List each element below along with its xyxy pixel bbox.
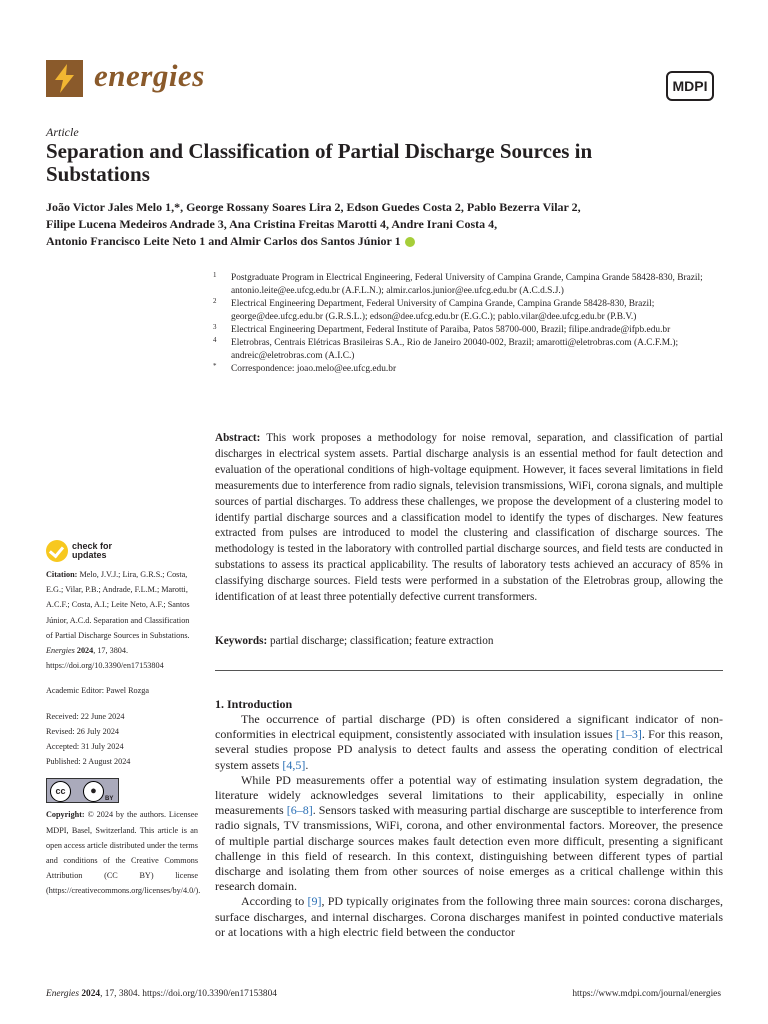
- accepted-date: Accepted: 31 July 2024: [46, 742, 124, 752]
- footer-journal: Energies: [46, 989, 79, 999]
- received-date: Received: 22 June 2024: [46, 711, 125, 721]
- section-heading: 1. Introduction: [215, 697, 293, 711]
- abstract: [215, 431, 723, 606]
- authors-text[interactable]: Filipe Lucena Medeiros Andrade 3, Ana Cristina Freitas Marotti 4, Andre Irani Costa 4,: [46, 217, 498, 231]
- paragraph: [215, 773, 723, 895]
- article-title: Separation and Classification of Partial Discharge Sources in Substations: [46, 139, 593, 186]
- author-line: [46, 199, 726, 216]
- paragraph: [215, 712, 723, 773]
- citation-label: Citation:: [46, 570, 78, 579]
- affiliation-item: [213, 324, 723, 337]
- affiliation-text: Electrical Engineering Department, Federal Institute of Paraiba, Patos 58700-000, Brazil; filipe.andrade@ifpb.edu.br: [231, 325, 671, 335]
- paragraph-text: .: [305, 757, 309, 772]
- by-person-icon: ●: [83, 781, 104, 802]
- author-line: [46, 233, 726, 250]
- footer-doi[interactable]: , 17, 3804. https://doi.org/10.3390/en17153804: [100, 989, 277, 999]
- citation-link[interactable]: [9]: [307, 894, 322, 909]
- affiliation-text: Electrical Engineering Department, Federal University of Campina Grande, Campina Grande 58428-830, Brazil; george@dee.ufcg.edu.br (G.R.S.L.); edson@dee.ufcg.edu.br (E.G.C.); pablo.vilar@dee.ufcg.edu.br (P.B.V.): [231, 299, 655, 322]
- affiliation-mark: 2: [213, 297, 217, 305]
- citation: [46, 567, 198, 673]
- authors-text[interactable]: João Victor Jales Melo 1,*, George Rossany Soares Lira 2, Edson Guedes Costa 2, Pablo Bezerra Vilar 2,: [46, 200, 581, 214]
- affiliation-text: Eletrobras, Centrais Elétricas Brasileiras S.A., Rio de Janeiro 20040-002, Brazil; amarotti@eletrobras.com (A.C.F.M.); andreic@eletrobras.com (A.I.C.): [231, 338, 679, 361]
- paragraph-text: While PD measurements offer a potential way of estimating insulation system degradation, the literature widely acknowledges several limitations to their applicability, especially in online measurements: [215, 772, 723, 818]
- check-label: updates: [72, 550, 107, 560]
- abstract-label: Abstract:: [215, 432, 261, 444]
- paragraph-text: According to: [241, 894, 308, 909]
- affiliation-mark: 4: [213, 336, 217, 344]
- affiliation-item: [213, 298, 723, 324]
- paragraph-text: The occurrence of partial discharge (PD) is often considered a significant indicator of non-conformities in electrical equipment, consistently associated with insulation issues: [215, 712, 723, 742]
- citation-year: 2024: [76, 646, 94, 656]
- correspondence-text: Correspondence: joao.melo@ee.ufcg.edu.br: [231, 364, 397, 374]
- checkmark-icon: [46, 540, 68, 562]
- affiliation-item: [213, 337, 723, 363]
- revised-date: Revised: 26 July 2024: [46, 726, 120, 736]
- by-label: BY: [105, 796, 114, 803]
- paragraph-text: , PD typically originates from the following three main sources: corona discharges, surface discharges, and internal discharges. Corona discharges manifest in pointed conductive materials or at locations with a high electric field between the conductor: [215, 894, 723, 939]
- citation-link[interactable]: [6–8]: [286, 803, 313, 818]
- affiliations: [213, 272, 723, 376]
- footer-citation: [46, 989, 277, 999]
- check-for-updates-button[interactable]: [46, 540, 198, 562]
- affiliation-mark: 3: [213, 323, 217, 331]
- paragraph-text: . Sensors tasked with measuring partial discharge are susceptible to interference from radio signals, TV transmissions, WiFi, corona, and other environmental factors. Moreover, the presence of multiple partial discharge sources makes fault detection even more difficult, presenting a significant challenge in this field of research. In this context, distinguishing between different types of partial discharge and isolating them from other sources of noise emerges as a critical challenge within this research domain.: [215, 803, 723, 894]
- citation-link[interactable]: [4,5]: [282, 757, 306, 772]
- publisher-logo[interactable]: MDPI: [666, 71, 714, 101]
- citation-journal: Energies: [46, 646, 75, 656]
- author-line: [46, 216, 726, 233]
- paragraph: [215, 894, 723, 940]
- abstract-text: This work proposes a methodology for noise removal, separation, and classification of partial discharges in electrical system assets. Partial discharge analysis is an essential method for fault detection and evaluation of the operational conditions of high-voltage equipment. However, it faces several limitations in field measurements due to interference from radio signals, television transmissions, WiFi, corona signals, and multiple sources of partial discharges. To address these challenges, we propose the development of a clustering model to identify partial discharge sources and a classification model to identify the types of discharges. New features extracted from pulses are introduced to model the clustering and classification of discharge sources. The methodology is tested in the laboratory with controlled partial discharge sources, and field tests are conducted in substations to assess its practical applicability. The results of laboratory tests achieved an accuracy of 85% in classifying discharge sources. Field tests were performed in a substation of the Eletrobras group, allowing the identification of at least three potentially defective current transformers.: [215, 432, 723, 604]
- keywords-label: Keywords:: [215, 635, 268, 647]
- copyright-label: Copyright:: [46, 810, 85, 820]
- affiliation-mark: 1: [213, 271, 217, 279]
- journal-logo-icon: [46, 60, 83, 97]
- affiliation-mark: *: [213, 362, 217, 370]
- introduction-body: [215, 712, 723, 940]
- paragraph-text: . For this reason, several studies propose PD analysis to detect faults and assess the operating condition of electrical system assets: [215, 727, 724, 772]
- copyright: [46, 807, 201, 898]
- authors-text[interactable]: Antonio Francisco Leite Neto 1 and Almir Carlos dos Santos Júnior 1: [46, 234, 401, 248]
- citation-link[interactable]: [1–3]: [615, 727, 642, 742]
- journal-name: energies: [94, 58, 205, 93]
- citation-doi[interactable]: , 17, 3804. https://doi.org/10.3390/en17153804: [46, 646, 164, 671]
- section-divider: [215, 670, 723, 671]
- sidebar: [46, 540, 201, 899]
- affiliation-item: [213, 272, 723, 298]
- author-list: [46, 199, 726, 250]
- footer-year: 2024: [81, 989, 101, 999]
- keywords-text: partial discharge; classification; feature extraction: [270, 635, 494, 647]
- published-date: Published: 2 August 2024: [46, 757, 131, 767]
- cc-by-license-badge[interactable]: [46, 778, 119, 803]
- copyright-text: © 2024 by the authors. Licensee MDPI, Basel, Switzerland. This article is an open access article distributed under the terms and conditions of the Creative Commons Attribution (CC BY) license (https://creativecommons.org/licenses/by/4.0/).: [46, 810, 201, 896]
- footer-journal-url[interactable]: https://www.mdpi.com/journal/energies: [572, 989, 721, 999]
- academic-editor: Academic Editor: Pawel Rozga: [46, 686, 149, 696]
- lightning-bolt-icon: [46, 60, 83, 97]
- keywords: [215, 635, 723, 647]
- affiliation-text: Postgraduate Program in Electrical Engineering, Federal University of Campina Grande, Campina Grande 58428-830, Brazil; antonio.leite@ee.ufcg.edu.br (A.F.L.N.); almir.carlos.junior@ee.ufcg.edu.br (A.C.d.S.J.): [231, 273, 703, 296]
- orcid-icon[interactable]: [405, 237, 415, 247]
- affiliation-item: [213, 363, 723, 376]
- article-type: Article: [46, 125, 79, 139]
- cc-icon: cc: [50, 781, 71, 802]
- citation-text: Melo, J.V.J.; Lira, G.R.S.; Costa, E.G.; Vilar, P.B.; Andrade, F.L.M.; Marotti, A.C.F.; Costa, A.I.; Leite Neto, A.F.; Santos Júnior, A.C.d. Separation and Classification of Partial Discharge Sources in Substations.: [46, 570, 190, 640]
- check-label: check for: [72, 541, 113, 551]
